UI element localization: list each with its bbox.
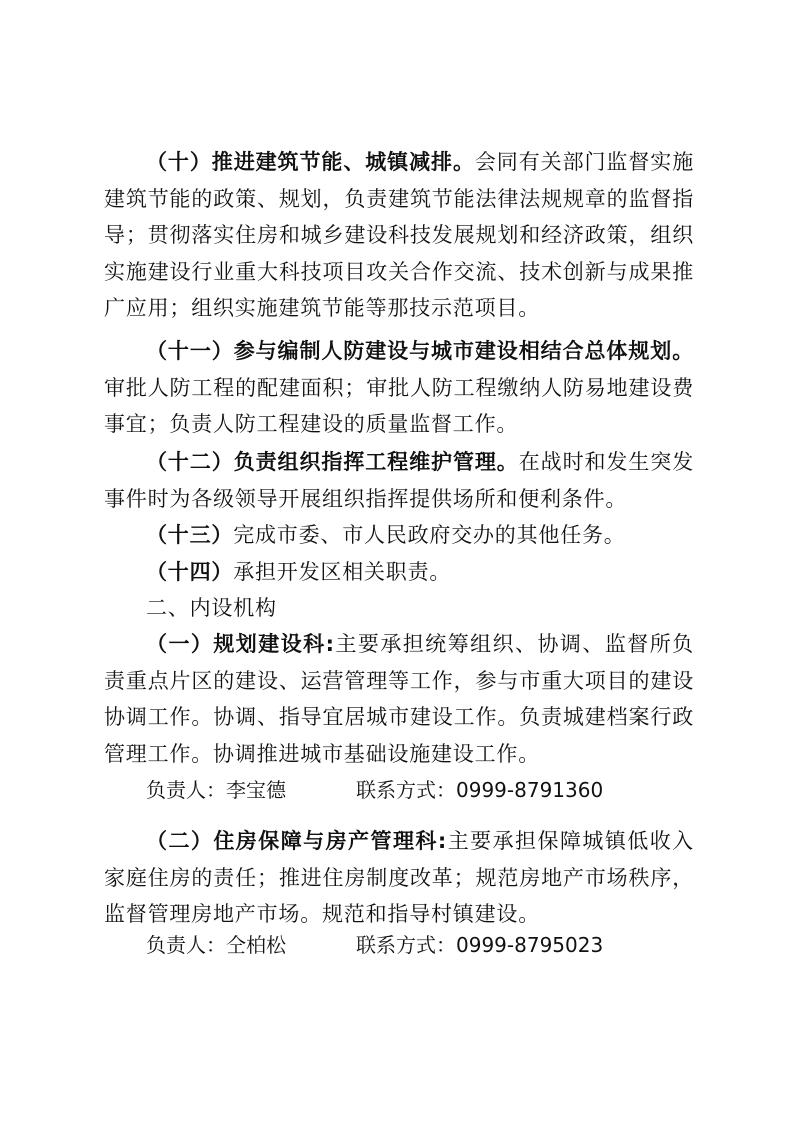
contact-label: 联系方式： xyxy=(356,778,456,802)
phone-number: 0999-8791360 xyxy=(456,778,604,802)
department-1-contact xyxy=(146,775,603,805)
person-name: 李宝德 xyxy=(226,778,286,802)
department-1-title: （一）规划建设科: xyxy=(146,632,335,656)
phone-number: 0999-8795023 xyxy=(456,933,604,957)
item-10-title: （十）推进建筑节能、城镇减排。 xyxy=(146,150,475,174)
item-13-title: （十三） xyxy=(146,523,234,547)
person-name: 仝柏松 xyxy=(226,933,286,957)
item-14-title: （十四） xyxy=(146,560,234,584)
item-14-text: 承担开发区相关职责。 xyxy=(233,560,452,584)
department-2-text: 主要承担保障城镇低收入家庭住房的责任；推进住房制度改革；规范房地产市场秩序，监督管理房地产市场。规范和指导村镇建设。 xyxy=(104,829,694,926)
item-13-paragraph xyxy=(104,517,694,554)
department-1-text: 主要承担统筹组织、协调、监督所负责重点片区的建设、运营管理等工作，参与市重大项目的建设协调工作。协调、指导宜居城市建设工作。负责城建档案行政管理工作。协调推进城市基础设施建设工作。 xyxy=(104,632,694,766)
section-heading: 二、内设机构 xyxy=(146,596,277,620)
item-13-text: 完成市委、市人民政府交办的其他任务。 xyxy=(233,523,626,547)
contact-label: 联系方式： xyxy=(356,933,456,957)
department-1-paragraph xyxy=(104,626,694,772)
item-11-paragraph xyxy=(104,333,694,443)
department-2-paragraph xyxy=(104,823,694,933)
item-14-paragraph xyxy=(104,554,694,591)
item-10-paragraph xyxy=(104,144,694,327)
department-2-title: （二）住房保障与房产管理科: xyxy=(146,829,448,853)
item-12-text: 在战时和发生突发事件时为各级领导开展组织指挥提供场所和便利条件。 xyxy=(104,450,694,511)
item-12-paragraph xyxy=(104,444,694,517)
item-11-text: 审批人防工程的配建面积；审批人防工程缴纳人防易地建设费事宜；负责人防工程建设的质量监督工作。 xyxy=(104,375,694,436)
item-10-text: 会同有关部门监督实施建筑节能的政策、规划，负责建筑节能法律法规规章的监督指导；贯彻落实住房和城乡建设科技发展规划和经济政策，组织实施建设行业重大科技项目攻关合作交流、技术创新与成果推广应用；组织实施建筑节能等那技示范项目。 xyxy=(104,150,694,320)
person-label: 负责人： xyxy=(146,933,226,957)
item-11-title: （十一）参与编制人防建设与城市建设相结合总体规划。 xyxy=(146,339,694,363)
person-label: 负责人： xyxy=(146,778,226,802)
item-12-title: （十二）负责组织指挥工程维护管理。 xyxy=(146,450,519,474)
department-2-contact xyxy=(146,930,603,960)
